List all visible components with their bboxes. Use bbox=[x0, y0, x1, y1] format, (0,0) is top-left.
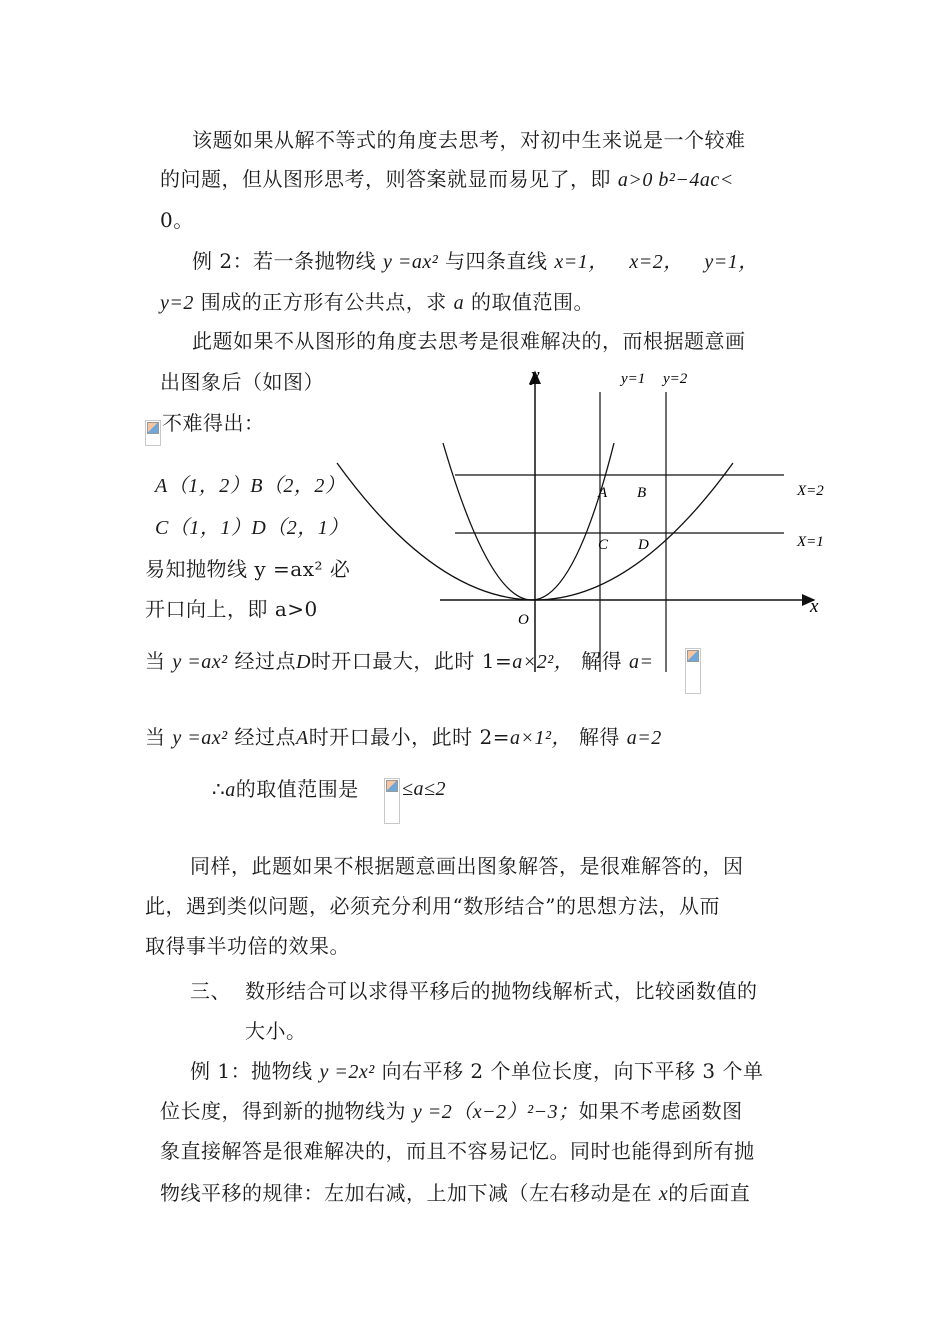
case2-pre: 当 bbox=[145, 725, 166, 749]
case1-line bbox=[145, 648, 653, 675]
case1-point: D bbox=[295, 651, 311, 673]
sec3-line1: 数形结合可以求得平移后的抛物线解析式，比较函数值的 bbox=[245, 979, 758, 1003]
points-open-up: 开口向上，即 a>0 bbox=[145, 597, 318, 621]
point-c-label: C bbox=[598, 537, 609, 553]
case2-line bbox=[145, 724, 662, 751]
ex2-line-x2: x=2， bbox=[629, 251, 684, 273]
ex1-line4-pre: 物线平移的规律：左加右减，上加下减（左右移动是在 bbox=[160, 1181, 652, 1205]
p2-line1: 此题如果不从图形的角度去思考是很难解决的，而根据题意画 bbox=[192, 329, 746, 353]
ex2-line-y1: y=1， bbox=[704, 251, 759, 273]
case2-point: A bbox=[295, 727, 309, 749]
fraction-image-1 bbox=[685, 648, 701, 694]
sec3-line2: 大小。 bbox=[245, 1019, 307, 1043]
p1-line3: 0。 bbox=[160, 208, 194, 232]
points-parabola-note: 易知抛物线 y =ax² 必 bbox=[145, 557, 351, 581]
ex1-line4 bbox=[160, 1180, 750, 1207]
x-axis-label: x bbox=[810, 596, 819, 617]
ex2-equation: y =ax² bbox=[382, 251, 439, 273]
ex1-line3: 象直接解答是很难解决的，而且不容易记忆。同时也能得到所有抛 bbox=[160, 1139, 755, 1163]
points-cd: C（1，1）D（2，1） bbox=[155, 517, 349, 539]
p3-line2: 此，遇到类似问题，必须充分利用“数形结合”的思想方法，从而 bbox=[145, 894, 720, 918]
case2-eq: y =ax² bbox=[172, 727, 228, 749]
ex1-line1 bbox=[190, 1058, 763, 1085]
case1-mid: 经过点 bbox=[234, 649, 296, 673]
ex1-line2-rest: 如果不考虑函数图 bbox=[578, 1099, 743, 1123]
point-a-label: A bbox=[598, 485, 608, 501]
ex1-line2-pre: 位长度，得到新的抛物线为 bbox=[160, 1099, 406, 1123]
ex2-end: 的取值范围。 bbox=[470, 290, 594, 314]
y-axis-label: y bbox=[531, 365, 540, 386]
ex2-line-y2: y=2 bbox=[160, 292, 194, 314]
case2-result: a=2 bbox=[626, 727, 662, 749]
ex2-prefix: 例 2：若一条抛物线 bbox=[192, 249, 377, 273]
sec3-number: 三、 bbox=[190, 979, 231, 1003]
p2-line3: 不难得出： bbox=[162, 411, 265, 435]
range-line-left bbox=[212, 776, 359, 803]
case2-end: 解得 bbox=[578, 725, 620, 749]
narrow-parabola bbox=[443, 443, 614, 600]
ex1-line4-rest: 的后面直 bbox=[668, 1181, 751, 1205]
point-b-label: B bbox=[637, 485, 647, 501]
ex2-a: a bbox=[453, 292, 465, 314]
ex1-new-parabola: y =2（x−2）²−3； bbox=[412, 1101, 579, 1123]
range-a: a bbox=[225, 779, 236, 801]
ex1-prefix: 例 1：抛物线 bbox=[190, 1059, 313, 1083]
origin-label: O bbox=[518, 612, 529, 628]
points-ab: A（1，2）B（2，2） bbox=[155, 475, 346, 497]
case2-calc: a×1²， bbox=[510, 727, 573, 749]
p1-line1: 该题如果从解不等式的角度去思考，对初中生来说是一个较难 bbox=[192, 128, 746, 152]
ex1-line2 bbox=[160, 1098, 743, 1125]
case2-rest: 时开口最小，此时 2= bbox=[308, 725, 511, 749]
horizontal-line-bottom-label: X=1 bbox=[797, 534, 824, 550]
case1-calc: a×2²， bbox=[512, 651, 575, 673]
case1-eq: y =ax² bbox=[172, 651, 228, 673]
p1-line2-text: 的问题，但从图形思考，则答案就显而易见了，即 bbox=[160, 167, 611, 191]
ex1-rest: 向右平移 2 个单位长度，向下平移 3 个单 bbox=[381, 1059, 764, 1083]
range-line-right: ≤a≤2 bbox=[402, 778, 446, 800]
p3-line3: 取得事半功倍的效果。 bbox=[145, 934, 350, 958]
case1-end: 解得 bbox=[581, 649, 623, 673]
p1-inequality: a>0 b²−4ac< bbox=[617, 169, 734, 191]
p3-line1: 同样，此题如果不根据题意画出图象解答，是很难解答的，因 bbox=[190, 854, 744, 878]
ex1-equation: y =2x² bbox=[319, 1061, 375, 1083]
point-d-label: D bbox=[638, 537, 649, 553]
ex2-mid: 与四条直线 bbox=[445, 249, 548, 273]
case1-pre: 当 bbox=[145, 649, 166, 673]
ex2-rest: 围成的正方形有公共点，求 bbox=[200, 290, 447, 314]
range-therefore: ∴ bbox=[212, 777, 226, 801]
p2-line2: 出图象后（如图） bbox=[160, 370, 324, 394]
range-mid: 的取值范围是 bbox=[235, 777, 359, 801]
case2-mid: 经过点 bbox=[234, 725, 296, 749]
ex1-x: x bbox=[658, 1183, 669, 1205]
ex2-line-x1: x=1， bbox=[554, 251, 609, 273]
horizontal-line-top-label: X=2 bbox=[797, 483, 824, 499]
vertical-line-2-label: y=2 bbox=[663, 371, 688, 387]
case1-result: a= bbox=[628, 651, 654, 673]
case1-rest: 时开口最大，此时 1= bbox=[310, 649, 513, 673]
vertical-line-1-label: y=1 bbox=[621, 371, 646, 387]
fraction-image-2 bbox=[384, 778, 400, 824]
